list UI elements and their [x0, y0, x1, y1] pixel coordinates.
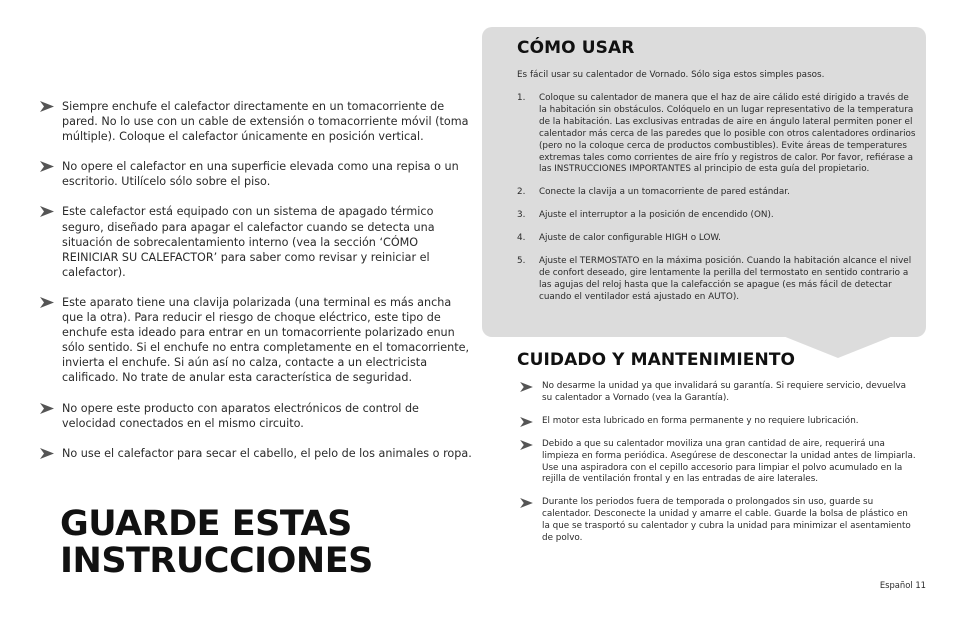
- safety-bullet-list: [40, 99, 472, 476]
- bullet-text: Este calefactor está equipado con un sistema de apagado térmico seguro, diseñado para apagar el calefactor cuando se detecta una situación de sobrecalentamiento interno (vea la sección ‘CÓMO REINICIAR SU CALEFACTOR’ para saber como revisar y reiniciar el calefactor).: [62, 205, 435, 279]
- step-text: Coloque su calentador de manera que el haz de aire cálido esté dirigido a través de la habitación sin obstáculos. Colóquelo en un lugar representativo de la temperatura de la habitación. Las exclusivas entradas de aire en ángulo lateral permiten poner el calentador más cerca de las paredes que lo posible con otros calentadores ordinarios (pero no la coloque cerca de productos combustibles). Evite áreas de temperatures extremas tales como corrientes de aire frío y registros de calor. Por favor, refiérase a las INSTRUCCIONES IMPORTANTES al principio de esta guía del propietario.: [539, 93, 916, 175]
- arrowhead-bullet-icon: [520, 497, 534, 512]
- bullet-item: [40, 295, 472, 386]
- bullet-item: [40, 401, 472, 431]
- como-usar-title: CÓMO USAR: [517, 38, 635, 58]
- bullet-text: Debido a que su calentador moviliza una gran cantidad de aire, requerirá una limpieza en forma periódica. Asegúrese de desconectar la unidad antes de limpiarla. Use una aspiradora con el cepillo accesorio para limpiar el polvo acumulado en la rejilla de ventilación frontal y en las entradas de aire laterales.: [542, 438, 916, 485]
- arrowhead-bullet-icon: [40, 99, 54, 114]
- bullet-text: El motor esta lubricado en forma permanente y no requiere lubricación.: [542, 415, 859, 426]
- step-text: Ajuste de calor configurable HIGH o LOW.: [539, 233, 721, 244]
- arrowhead-bullet-icon: [40, 295, 54, 310]
- bullet-text: No desarme la unidad ya que invalidará su garantía. Si requiere servicio, devuelva su calentador a Vornado (vea la Garantía).: [542, 381, 907, 403]
- step-number: 4.: [517, 233, 526, 244]
- bullet-text: No opere este producto con aparatos electrónicos de control de velocidad conectados en el mismo circuito.: [62, 401, 419, 430]
- arrowhead-bullet-icon: [40, 401, 54, 416]
- step-number: 1.: [517, 93, 526, 103]
- bullet-text: No opere el calefactor en una superficie elevada como una repisa o un escritorio. Utilícelo sólo sobre el piso.: [62, 160, 459, 189]
- bullet-text: Este aparato tiene una clavija polarizada (una terminal es más ancha que la otra). Para reducir el riesgo de choque eléctrico, este tipo de enchufe esta ideado para entrar en un tomacorriente polarizado enun sólo sentido. Si el enchufe no entra completamente en el tomacorriente, invierta el enchufe. Si aún así no calza, contacte a un electricista calificado. No trate de anular esta característica de seguridad.: [62, 295, 470, 385]
- step-item: [517, 187, 917, 199]
- bullet-item: [40, 446, 472, 461]
- arrowhead-bullet-icon: [40, 446, 54, 461]
- bullet-text: Siempre enchufe el calefactor directamente en un tomacorriente de pared. No lo use con un cable de extensión o tomacorriente móvil (toma múltiple). Coloque el calefactor únicamente en posición vertical.: [62, 100, 469, 144]
- bullet-item: [40, 99, 472, 144]
- como-usar-steps: [517, 93, 917, 315]
- arrowhead-bullet-icon: [520, 416, 534, 431]
- cuidado-title: CUIDADO Y MANTENIMIENTO: [517, 350, 796, 370]
- bullet-item: [40, 204, 472, 279]
- bullet-item: [40, 159, 472, 189]
- step-item: [517, 233, 917, 245]
- cuidado-bullet-list: [520, 381, 918, 556]
- arrowhead-bullet-icon: [40, 159, 54, 174]
- arrowhead-bullet-icon: [40, 204, 54, 219]
- step-text: Ajuste el TERMOSTATO en la máxima posición. Cuando la habitación alcance el nivel de confort deseado, gire lentamente la perilla del termostato en sentido contrario a las agujas del reloj hasta que la calefacción se apague (es más fácil de detectar cuando el ventilador está ajustado en AUTO).: [539, 256, 912, 302]
- bullet-text: Durante los periodos fuera de temporada o prolongados sin uso, guarde su calentador. Desconecte la unidad y amarre el cable. Guarde la bolsa de plástico en la que se trasportó su calentador y cubra la unidad para minimizar el asentamiento de polvo.: [542, 497, 911, 544]
- bullet-item: [520, 497, 918, 545]
- bullet-item: [520, 416, 918, 428]
- como-usar-intro: Es fácil usar su calentador de Vornado. Sólo siga estos simples pasos.: [517, 70, 825, 80]
- bullet-text: No use el calefactor para secar el cabello, el pelo de los animales o ropa.: [62, 446, 472, 460]
- bullet-item: [520, 381, 918, 405]
- guarde-heading: [60, 506, 480, 580]
- arrowhead-bullet-icon: [520, 381, 534, 396]
- step-item: [517, 256, 917, 304]
- step-item: [517, 93, 917, 176]
- panel-tail: [783, 336, 893, 358]
- page-number: Español 11: [879, 580, 926, 590]
- step-number: 5.: [517, 256, 526, 267]
- step-text: Conecte la clavija a un tomacorriente de pared estándar.: [539, 187, 790, 198]
- step-number: 3.: [517, 210, 526, 221]
- step-item: [517, 210, 917, 222]
- arrowhead-bullet-icon: [520, 439, 534, 454]
- guarde-heading-line1: GUARDE ESTAS: [60, 504, 352, 544]
- step-number: 2.: [517, 187, 526, 198]
- bullet-item: [520, 439, 918, 487]
- guarde-heading-line2: INSTRUCCIONES: [60, 541, 373, 581]
- step-text: Ajuste el interruptor a la posición de encendido (ON).: [539, 210, 774, 221]
